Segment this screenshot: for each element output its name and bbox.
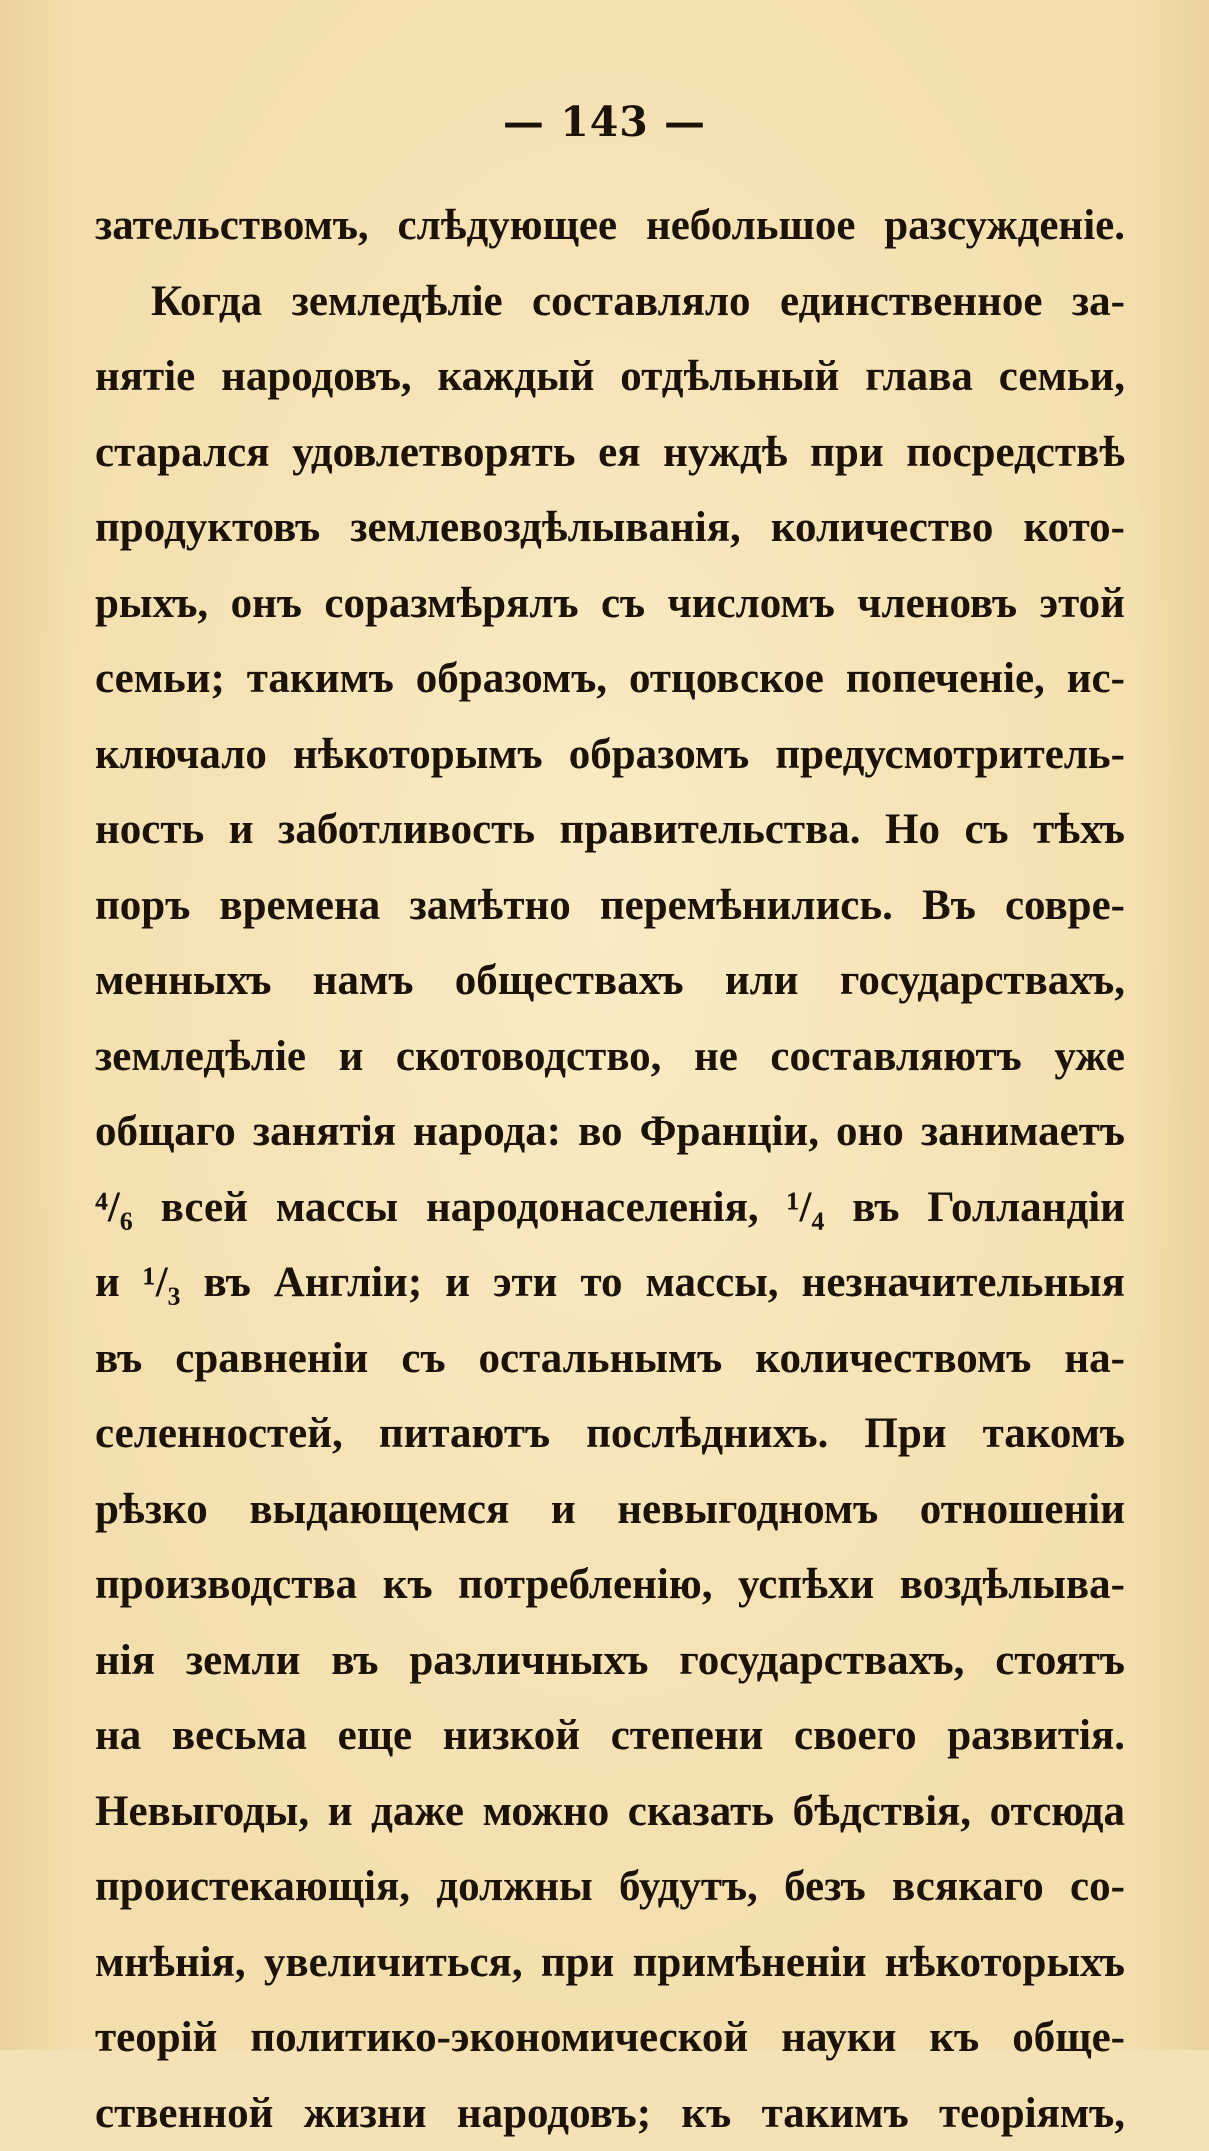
- text-line: селенностей, питаютъ послѣднихъ. При такомъ: [95, 1396, 1125, 1472]
- text-line: мнѣнія, увеличиться, при примѣненіи нѣкоторыхъ: [95, 1925, 1125, 2001]
- text-line: и ¹/₃ въ Англіи; и эти то массы, незначительныя: [95, 1245, 1125, 1321]
- text-line: Когда земледѣліе составляло единственное за-: [95, 264, 1125, 340]
- text-line: рѣзко выдающемся и невыгодномъ отношеніи: [95, 1472, 1125, 1548]
- text-line: семьи; такимъ образомъ, отцовское попеченіе, ис-: [95, 641, 1125, 717]
- text-line: на весьма еще низкой степени своего развитія.: [95, 1698, 1125, 1774]
- text-line: ⁴/₆ всей массы народонаселенія, ¹/₄ въ Голландіи: [95, 1170, 1125, 1246]
- text-line: продуктовъ землевоздѣлыванія, количество кото-: [95, 490, 1125, 566]
- text-line: зательствомъ, слѣдующее небольшое разсужденіе.: [95, 188, 1125, 264]
- text-line: общаго занятія народа: во Франціи, оно занимаетъ: [95, 1094, 1125, 1170]
- text-line: теорій политико-экономической науки къ обще-: [95, 2000, 1125, 2076]
- text-line: нія земли въ различныхъ государствахъ, стоятъ: [95, 1623, 1125, 1699]
- text-line: нятіе народовъ, каждый отдѣльный глава семьи,: [95, 339, 1125, 415]
- text-line: проистекающія, должны будутъ, безъ всякаго со-: [95, 1849, 1125, 1925]
- text-line: ключало нѣкоторымъ образомъ предусмотритель-: [95, 717, 1125, 793]
- text-line: менныхъ намъ обществахъ или государствахъ,: [95, 943, 1125, 1019]
- text-line: ность и заботливость правительства. Но съ тѣхъ: [95, 792, 1125, 868]
- text-line: Невыгоды, и даже можно сказать бѣдствія, отсюда: [95, 1774, 1125, 1850]
- text-line: земледѣліе и скотоводство, не составляютъ уже: [95, 1019, 1125, 1095]
- text-line: старался удовлетворять ея нуждѣ при посредствѣ: [95, 415, 1125, 491]
- page-number: — 143 —: [0, 98, 1209, 146]
- text-line: производства къ потребленію, успѣхи воздѣлыва-: [95, 1547, 1125, 1623]
- text-line: ственной жизни народовъ; къ такимъ теоріямъ,: [95, 2076, 1125, 2151]
- text-line: рыхъ, онъ соразмѣрялъ съ числомъ членовъ этой: [95, 566, 1125, 642]
- body-text: [95, 188, 1125, 2151]
- text-line: въ сравненіи съ остальнымъ количествомъ на-: [95, 1321, 1125, 1397]
- text-line: поръ времена замѣтно перемѣнились. Въ совре-: [95, 868, 1125, 944]
